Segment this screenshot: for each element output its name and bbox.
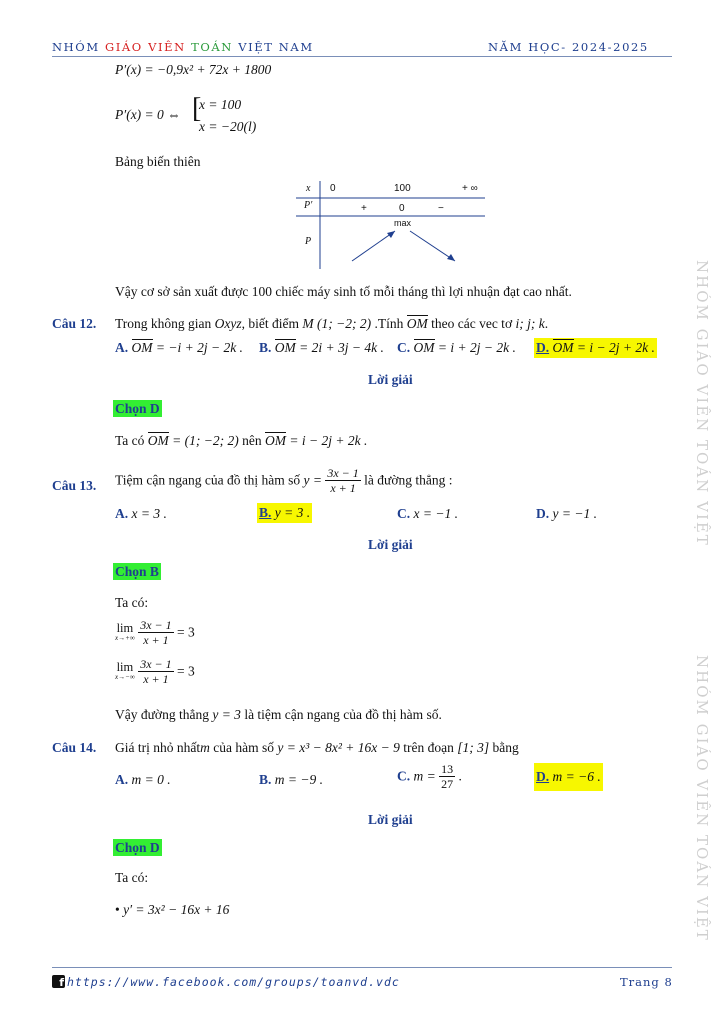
side-watermark-bottom: NHÓM GIÁO VIÊN TOÁN VIỆT	[693, 655, 711, 942]
question-14-label: Câu 14.	[52, 740, 97, 755]
q13-conclusion: Vậy đường thẳng y = 3 là tiệm cận ngang của đồ thị hàm số.	[115, 707, 442, 722]
q13-option-d: D. y = −1 .	[536, 506, 597, 521]
side-watermark-top: NHÓM GIÁO VIÊN TOÁN VIỆT	[693, 260, 711, 547]
q12-chon: Chọn D	[115, 401, 160, 416]
derivative-equation: P′(x) = −0,9x² + 72x + 1800	[115, 62, 272, 77]
table-max-label: max	[394, 218, 412, 228]
page-number: Trang 8	[620, 975, 673, 989]
table-x-0: 0	[330, 183, 336, 194]
question-14-stem: Giá trị nhỏ nhấtm của hàm số y = x³ − 8x² + 16x − 9 trên đoạn [1; 3] bằng	[115, 740, 519, 755]
header-school-year: NĂM HỌC- 2024-2025	[488, 40, 649, 54]
table-x-1: 100	[394, 183, 411, 194]
q12-option-a: A. OM = −i + 2j − 2k .	[115, 340, 243, 355]
question-13-stem: Tiệm cận ngang của đồ thị hàm số y = $\frac{3x - 1}{x + 1}$ là đường thẳng :	[115, 466, 453, 495]
table-sign-zero: 0	[399, 203, 405, 214]
q13-option-c: C. x = −1 .	[397, 506, 458, 521]
q12-option-d: D. OM = i − 2j + 2k .	[534, 338, 657, 358]
footer-url[interactable]: https://www.facebook.com/groups/toanvd.vdc	[67, 975, 400, 989]
table-p-label: P	[305, 236, 312, 247]
q14-loigiai: Lời giải	[368, 812, 413, 827]
facebook-icon[interactable]: f	[52, 975, 65, 988]
table-x-2: + ∞	[462, 183, 478, 194]
table-title: Bảng biến thiên	[115, 154, 201, 169]
q12-option-c: C. OM = i + 2j − 2k .	[397, 340, 516, 355]
footer-rule	[52, 967, 672, 968]
question-12-label: Câu 12.	[52, 316, 97, 331]
q13-limit-2: lim x→−∞ $\frac{3x - 1}{x + 1}$ = 3	[115, 657, 195, 686]
q14-option-b: B. m = −9 .	[259, 772, 323, 787]
q14-derivative: • y′ = 3x² − 16x + 16	[115, 902, 230, 917]
q13-option-b: B. y = 3 .	[257, 503, 312, 523]
root-1: x = 100	[199, 97, 242, 112]
question-13-label: Câu 13.	[52, 478, 97, 493]
conclusion-prev: Vậy cơ sở sản xuất được 100 chiếc máy sinh tố mỗi tháng thì lợi nhuận đạt cao nhất.	[115, 284, 572, 299]
variation-table	[290, 181, 490, 269]
header-org: NHÓM GIÁO VIÊN TOÁN VIỆT NAM	[52, 40, 314, 54]
q13-loigiai: Lời giải	[368, 537, 413, 552]
root-2: x = −20(l)	[199, 119, 257, 134]
table-x-label: x	[306, 183, 311, 194]
q12-loigiai: Lời giải	[368, 372, 413, 387]
question-12-stem: Trong không gian Oxyz, biết điểm M (1; −2; 2) .Tính OM theo các vec tơ i; j; k.	[115, 316, 549, 331]
q14-option-c: C. m = $\frac{13}{27}$ .	[397, 762, 462, 791]
q12-solution: Ta có OM = (1; −2; 2) nên OM = i − 2j + 2k .	[115, 433, 368, 448]
header-rule	[52, 56, 672, 57]
zero-equation: P′(x) = 0 ⇔	[115, 107, 181, 122]
bracket: [	[192, 93, 202, 124]
q13-limit-1: lim x→+∞ $\frac{3x - 1}{x + 1}$ = 3	[115, 618, 195, 647]
q14-option-d: D. m = −6 .	[534, 763, 603, 791]
table-dp-label: P′	[304, 200, 313, 211]
table-sign-plus: +	[361, 203, 367, 214]
q14-option-a: A. m = 0 .	[115, 772, 171, 787]
table-sign-minus: −	[438, 203, 444, 214]
question-12	[52, 316, 96, 332]
q13-chon: Chọn B	[115, 564, 159, 579]
q14-chon: Chọn D	[115, 840, 160, 855]
q13-option-a: A. x = 3 .	[115, 506, 167, 521]
q12-option-b: B. OM = 2i + 3j − 4k .	[259, 340, 384, 355]
variation-table-lines	[290, 181, 490, 269]
q14-taco: Ta có:	[115, 870, 149, 885]
q13-taco: Ta có:	[115, 595, 149, 610]
